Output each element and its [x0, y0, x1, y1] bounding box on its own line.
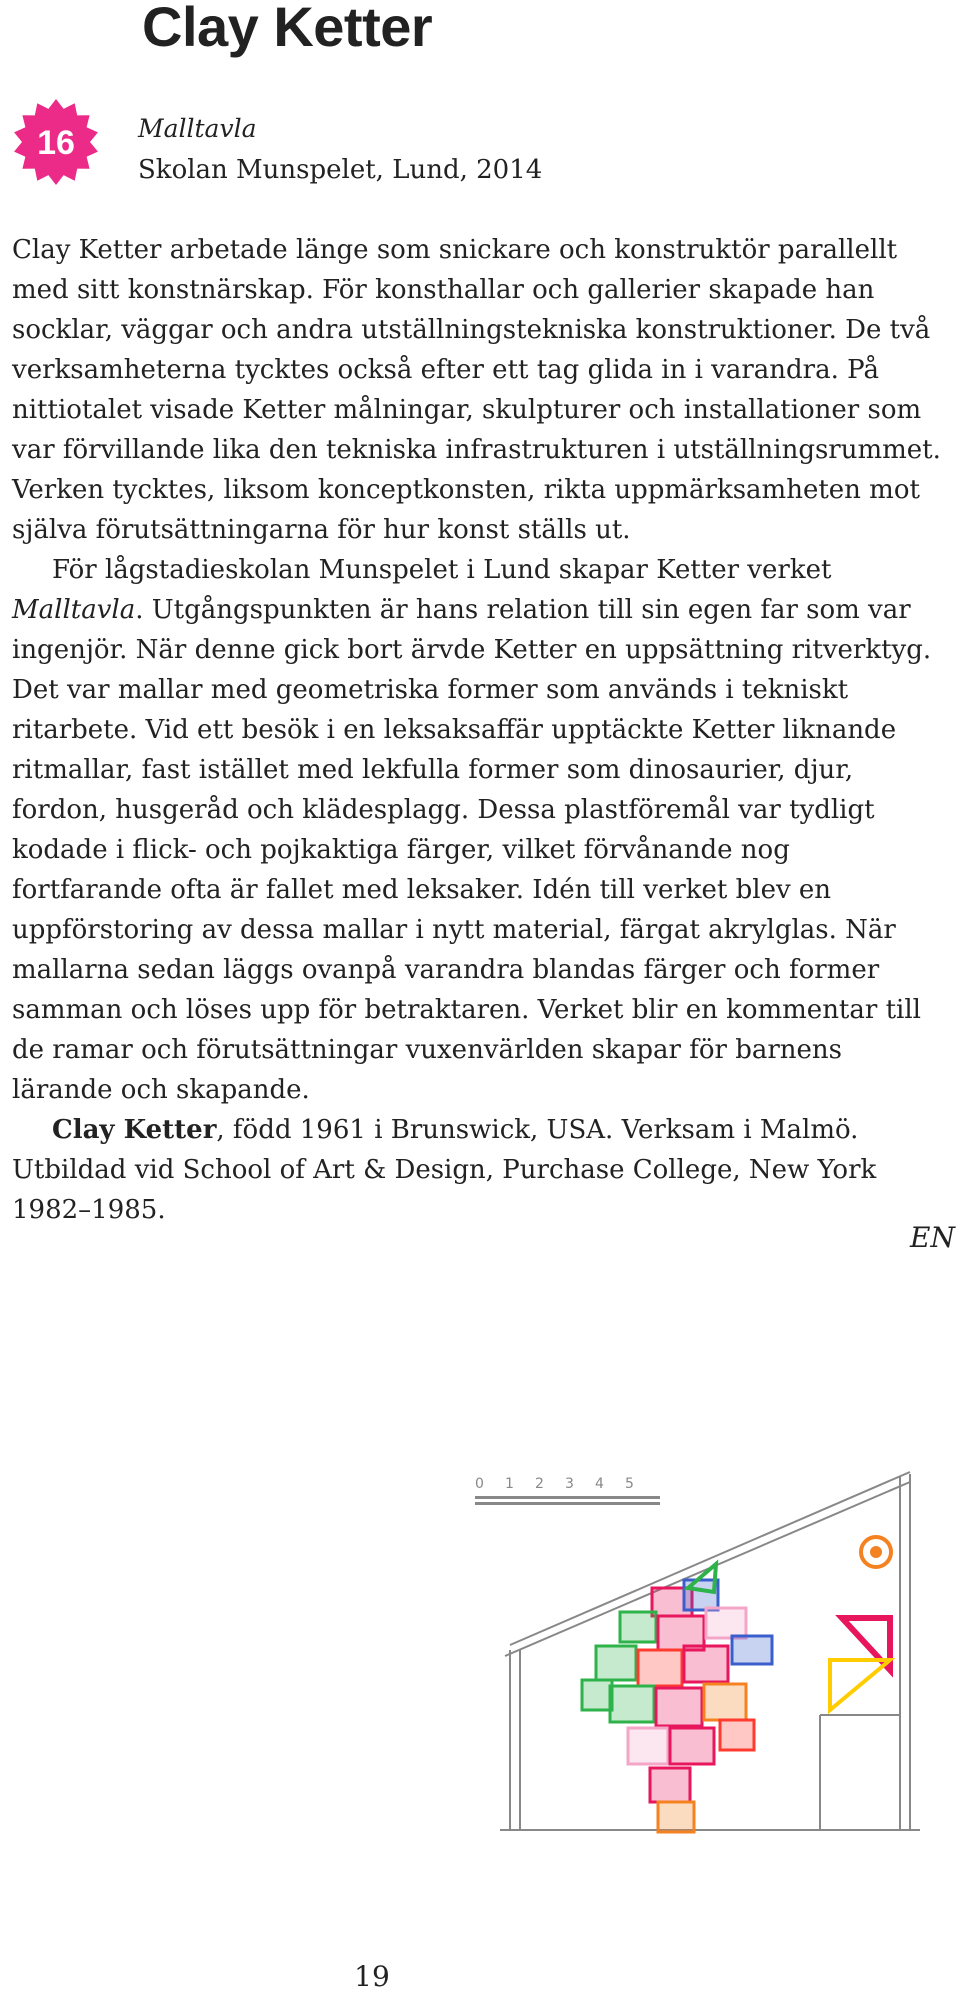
bio-name: Clay Ketter [52, 1115, 217, 1145]
acrylic-template [670, 1728, 714, 1764]
starburst-icon [12, 98, 100, 186]
acrylic-template [620, 1612, 656, 1642]
acrylic-template [720, 1720, 754, 1750]
scale-label: 2 [535, 1476, 544, 1492]
scale-label: 4 [595, 1476, 604, 1492]
paragraph-intro: Clay Ketter arbetade länge som snickare och konstruktör parallellt med sitt konstnärskap. För konsthallar och gallerier skapade han socklar, väggar och andra utställningstekniska konstruktioner. De två verksamheterna tycktes också efter ett tag glida in i varandra. På nittiotalet visade Ketter målningar, skulpturer och installationer som var förvillande lika den tekniska infrastrukturen i utställningsrummet. Verken tycktes, liksom konceptkonsten, rikta uppmärksamheten mot själva förutsättningarna för hur konst ställs ut. [12, 235, 941, 545]
scale-label: 3 [565, 1476, 574, 1492]
work-venue: Skolan Munspelet, Lund, 2014 [138, 155, 543, 185]
english-version-link[interactable]: EN [910, 1221, 955, 1254]
acrylic-template [582, 1680, 612, 1710]
acrylic-template [704, 1684, 746, 1720]
acrylic-template [656, 1688, 702, 1726]
triangle-template [830, 1618, 890, 1710]
scale-label: 0 [475, 1476, 484, 1492]
paragraph-bio: Clay Ketter, född 1961 i Brunswick, USA. Verksam i Malmö. Utbildad vid School of Art & Design, Purchase College, New York 1982–1985. [12, 1115, 877, 1225]
acrylic-template [650, 1768, 690, 1802]
scale-label: 1 [505, 1476, 514, 1492]
artwork-elevation-drawing [470, 1460, 930, 1860]
page-number: 19 [354, 1960, 390, 1993]
scale-bar [475, 1476, 660, 1505]
scale-label: 5 [625, 1476, 634, 1492]
elevation-svg [470, 1460, 930, 1860]
acrylic-template [684, 1646, 728, 1682]
article-body [12, 230, 942, 1230]
acrylic-template [658, 1802, 694, 1832]
work-title-inline: Malltavla [12, 595, 136, 625]
acrylic-template [638, 1650, 682, 1686]
sun-template [861, 1537, 891, 1567]
number-badge [12, 98, 100, 186]
acrylic-template [732, 1636, 772, 1664]
acrylic-template [610, 1686, 654, 1722]
acrylic-template [596, 1646, 636, 1680]
page-title: Clay Ketter [142, 0, 433, 58]
acrylic-template [706, 1608, 746, 1638]
work-title: Malltavla [138, 114, 257, 143]
paragraph-work: För lågstadieskolan Munspelet i Lund skapar Ketter verket Malltavla. Utgångspunkten är hans relation till sin egen far som var ingenjör. När denne gick bort ärvde Ketter en uppsättning ritverktyg. Det var mallar med geometriska former som används i tekniskt ritarbete. Vid ett besök i en leksaksaffär upptäckte Ketter liknande ritmallar, fast istället med lekfulla former som dinosaurier, djur, fordon, husgeråd och klädesplagg. Dessa plastföremål var tydligt kodade i flick- och pojkaktiga färger, vilket förvånande nog fortfarande ofta är fallet med leksaker. Idén till verket blev en uppförstoring av dessa mallar i nytt material, färgat akrylglas. När mallarna sedan läggs ovanpå varandra blandas färger och former samman och löses upp för betraktaren. Verket blir en kommentar till de ramar och förutsättningar vuxenvärlden skapar för barnens lärande och skapande. [12, 555, 932, 1105]
badge-number: 16 [37, 124, 75, 162]
acrylic-template [628, 1728, 668, 1764]
